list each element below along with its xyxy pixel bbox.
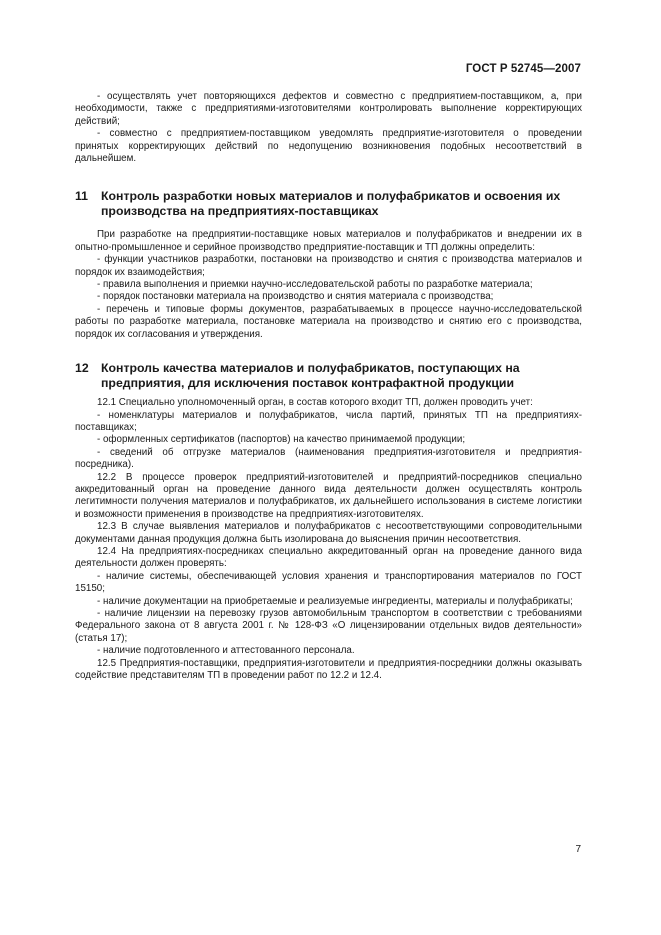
section-12-list-item: - наличие системы, обеспечивающей условия хранения и транспортирования материалов по ГОСТ 15150; <box>75 570 582 595</box>
section-12-list-item: - сведений об отгрузке материалов (наименования предприятия-изготовителя и предприятия-посредника). <box>75 446 582 471</box>
section-12-list-item: - оформленных сертификатов (паспортов) на качество принимаемой продукции; <box>97 434 466 446</box>
intro-item: - осуществлять учет повторяющихся дефектов и совместно с предприятием-поставщиком, а, при необходимости, также с предприятиями-изготовителями контролировать выполнение корректирующих действий; <box>75 91 582 127</box>
section-12-title: Контроль качества материалов и полуфабрикатов, поступающих на предприятия, для исключения поставок контрафактной продукции <box>101 361 520 391</box>
section-11-list-item: - перечень и типовые формы документов, разрабатываемых в процессе научно-исследовательской работы по разработке материала, постановке материала на производство и снятию его с производства, порядок их согласования и утверждения. <box>75 303 582 340</box>
section-12-list-item: - наличие документации на приобретаемые и реализуемые ингредиенты, материалы и полуфабрикаты; <box>97 595 573 607</box>
section-11-number: 11 <box>75 189 88 204</box>
page-number: 7 <box>575 844 581 855</box>
section-11-title: Контроль разработки новых материалов и полуфабрикатов и освоения их производства на предприятиях-поставщиках <box>101 189 561 219</box>
clause-12-3: 12.3 В случае выявления материалов и полуфабрикатов с несоответствующими сопроводительными документами данная продукция должна быть изолирована до выяснения причин несоответствия. <box>75 521 582 545</box>
section-12-list-item: - номенклатуры материалов и полуфабрикатов, числа партий, принятых ТП на предприятиях-поставщиках; <box>75 409 582 433</box>
section-11-paragraph: При разработке на предприятии-поставщике новых материалов и полуфабрикатов и внедрении их в опытно-промышленное и серийное производство предприятие-поставщик и ТП должны определить: <box>75 229 582 253</box>
clause-12-5: 12.5 Предприятия-поставщики, предприятия-изготовители и предприятия-посредники должны оказывать содействие представителям ТП в проведении работ по 12.2 и 12.4. <box>75 657 582 682</box>
clause-12-4: 12.4 На предприятиях-посредниках специально аккредитованный орган на проведение данного вида деятельности должен проверять: <box>75 545 582 570</box>
standard-header: ГОСТ Р 52745—2007 <box>465 63 581 75</box>
section-11-heading <box>75 189 582 219</box>
section-12-list-item: - наличие лицензии на перевозку грузов автомобильным транспортом в соответствии с требованиями Федерального закона от 8 августа 2001 г. № 128-ФЗ «О лицензировании отдельных видов деятельности» (статья 17); <box>75 608 582 644</box>
section-12-heading <box>75 361 582 391</box>
section-11-list-item: - правила выполнения и приемки научно-исследовательской работы по разработке материала; <box>97 279 533 291</box>
intro-item: - совместно с предприятием-поставщиком уведомлять предприятие-изготовителя о проведении принятых корректирующих действий по недопущению возникновения подобных несоответствий в дальнейшем. <box>75 128 582 165</box>
clause-12-2: 12.2 В процессе проверок предприятий-изготовителей и предприятий-посредников специально аккредитованный орган на проведение данного вида деятельности должен осуществлять контроль легитимности получения материалов и полуфабрикатов, их дальнейшего использования в системе логистики и возможности применения в производстве на предприятиях-изготовителях. <box>75 471 582 520</box>
section-12-list-item: - наличие подготовленного и аттестованного персонала. <box>97 645 355 657</box>
section-11-list-item: - порядок постановки материала на производство и снятия материала с производства; <box>97 291 494 303</box>
section-11-list-item: - функции участников разработки, постановки на производство и снятия с производства материалов и порядок их взаимодействия; <box>75 254 582 278</box>
document-body <box>75 91 582 682</box>
clause-12-1: 12.1 Специально уполномоченный орган, в состав которого входит ТП, должен проводить учет: <box>97 397 533 409</box>
section-12-number: 12 <box>75 361 89 376</box>
